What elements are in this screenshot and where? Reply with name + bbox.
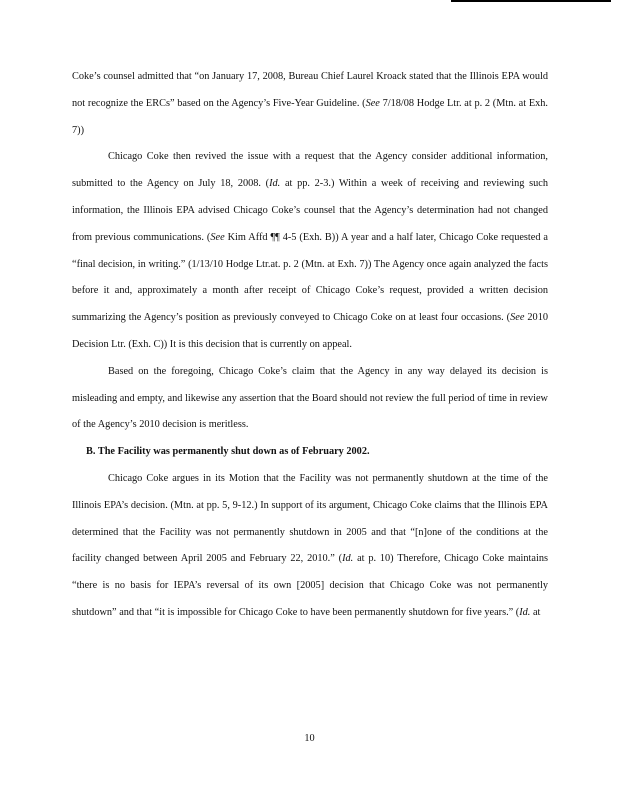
text-run: Based on the foregoing, Chicago Coke’s claim that the Agency in any way delayed its decision is misleading and empty, and likewise any assertion that the Board should not review the full period of time in review of the Agency’s 2010 decision is meritless. <box>72 365 548 431</box>
paragraph-3 <box>72 359 548 439</box>
text-run: at pp. 2-3.) Within a week of receiving and reviewing such information, the Illinois EPA advised Chicago Coke’s counsel that the Agency’s determination had not changed from previous communications. ( <box>72 178 548 243</box>
citation-signal: See <box>510 312 525 324</box>
citation-signal: Id. <box>269 178 281 190</box>
header-rule <box>451 0 611 2</box>
text-run: at <box>530 606 541 618</box>
text-run: Coke’s counsel admitted that “on January 17, 2008, Bureau Chief Laurel Kroack stated that the Illinois EPA would not recognize the ERCs” based on the Agency’s Five-Year Guideline. ( <box>72 71 548 109</box>
text-run: Kim Affd ¶¶ 4-5 (Exh. B)) A year and a half later, Chicago Coke requested a “final decision, in writing.” (1/13/10 Hodge Ltr.at. p. 2 (Mtn. at Exh. 7)) The Agency once again analyzed the facts before it and, approximately a month after receipt of Chicago Coke’s request, provided a written decision summarizing the Agency’s position as previously conveyed to Chicago Coke on at least four occasions. ( <box>72 231 549 324</box>
citation-signal: Id. <box>342 553 354 565</box>
section-heading-b: B. The Facility was permanently shut down as of February 2002. <box>86 446 370 458</box>
text-run: Chicago Coke argues in its Motion that the Facility was not permanently shutdown at the time of the Illinois EPA’s decision. (Mtn. at pp. 5, 9-12.) In support of its argument, Chicago Coke claims that the Illinois EPA determined that the Facility was not permanently shutdown in 2005 and that “[n]one of the conditions at the facility changed between April 2005 and February 22, 2010.” ( <box>72 472 548 565</box>
page-number: 10 <box>304 733 315 744</box>
paragraph-4 <box>72 466 548 627</box>
citation-signal: Id. <box>519 606 531 618</box>
text-run: at p. 10) Therefore, Chicago Coke maintains “there is no basis for IEPA’s reversal of its own [2005] decision that Chicago Coke was not permanently shutdown” and that “it is impossible for Chicago Coke to have been permanently shutdown for five years.” ( <box>72 553 548 618</box>
citation-signal: See <box>365 97 380 109</box>
text-run: Chicago Coke then revived the issue with a request that the Agency consider additional information, submitted to the Agency on July 18, 2008. ( <box>72 151 548 190</box>
text-run: 7/18/08 Hodge Ltr. at p. 2 (Mtn. at Exh. 7)) <box>72 97 548 136</box>
text-run: 2010 Decision Ltr. (Exh. C)) It is this decision that is currently on appeal. <box>72 312 548 350</box>
body-text <box>72 64 548 627</box>
citation-signal: See <box>210 231 225 243</box>
paragraph-2 <box>72 144 548 358</box>
paragraph-1 <box>72 64 548 144</box>
